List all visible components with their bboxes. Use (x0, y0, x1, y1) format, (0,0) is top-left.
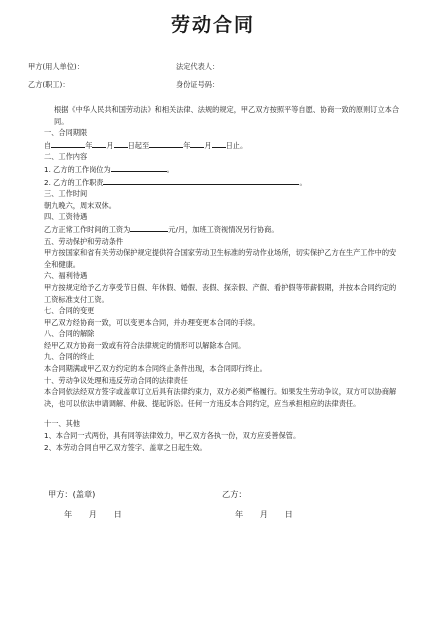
job-duty-line (44, 176, 400, 189)
section-10-heading: 十、劳动争议处理和违反劳动合同的法律责任 (44, 375, 188, 385)
job-position-blank (111, 163, 167, 172)
section-5-heading: 五、劳动保护和劳动条件 (44, 236, 124, 246)
term-text: 日止。 (225, 140, 248, 150)
term-text: 年 (183, 140, 191, 150)
job-position-line (44, 163, 400, 176)
period: 。 (166, 164, 174, 174)
section-8-heading: 八、合同的解除 (44, 329, 95, 339)
start-year-blank (51, 139, 85, 148)
id-number-label: 身份证号码： (176, 80, 220, 89)
party-b-date: 年 月 日 (235, 509, 293, 519)
section-7-heading: 七、合同的变更 (44, 306, 95, 316)
start-month-blank (92, 139, 106, 148)
work-hours-text: 朝九晚六，周末双休。 (44, 200, 116, 210)
job-position-label: 1. 乙方的工作岗位为 (44, 164, 111, 174)
document-title: 劳动合同 (170, 14, 255, 36)
term-text: 日起至 (127, 140, 150, 150)
legal-rep-label: 法定代表人： (176, 62, 220, 71)
expiry-text: 本合同期满或甲乙双方约定的本合同终止条件出现，本合同即行终止。 (44, 364, 267, 374)
section-4-heading: 四、工资待遇 (44, 212, 88, 222)
term-text: 月 (106, 140, 114, 150)
section-3-heading: 三、工作时间 (44, 189, 88, 199)
contract-body (44, 104, 400, 453)
welfare-text: 甲方按规定给予乙方享受节日假、年休假、婚假、丧假、探亲假、产假、看护假等带薪假期，并按本合同约定的工资标准支付工资。 (44, 282, 397, 304)
intro-paragraph: 根据《中华人民共和国劳动法》和相关法律、法规的规定，甲乙双方按照平等自愿、协商一致的原则订立本合同。 (54, 105, 400, 126)
salary-label: 乙方正常工作时间的工资为 (44, 224, 131, 234)
section-1-heading: 一、合同期限 (44, 128, 88, 138)
party-a-date: 年 月 日 (64, 509, 122, 519)
salary-blank (130, 223, 168, 232)
party-a-label: 甲方(用人单位)： (28, 62, 84, 71)
contract-term-line (44, 139, 400, 152)
other-item-1: 1、本合同一式两份，具有同等法律效力，甲乙双方各执一份，双方应妥善保管。 (44, 431, 301, 441)
period: 。 (299, 177, 307, 187)
job-duty-blank (103, 176, 299, 185)
labor-protection-text: 甲方按国家和省有关劳动保护规定提供符合国家劳动卫生标准的劳动作业场所，切实保护乙方在生产工作中的安全和健康。 (44, 248, 397, 269)
section-11-heading: 十一、其他 (44, 419, 80, 429)
party-b-signature-label: 乙方： (222, 489, 247, 499)
end-day-blank (212, 139, 226, 148)
party-b-label: 乙方(职工)： (28, 80, 70, 89)
termination-text: 经甲乙双方协商一致或有符合法律规定的情形可以解除本合同。 (44, 340, 246, 350)
section-9-heading: 九、合同的终止 (44, 352, 95, 362)
dispute-text: 本合同依法经双方签字或盖章订立后具有法律约束力，双方必须严格履行。如果发生劳动争议，双方可以协商解决，也可以依法申请调解、仲裁、提起诉讼。任何一方违反本合同约定，应当承担相应的法律责任。 (44, 387, 397, 408)
section-2-heading: 二、工作内容 (44, 152, 88, 162)
end-year-blank (149, 139, 183, 148)
job-duty-label: 2. 乙方的工作职责 (44, 177, 104, 187)
term-text: 自 (44, 140, 52, 150)
other-item-2: 2、本劳动合同自甲乙双方签字、盖章之日起生效。 (44, 442, 207, 452)
start-day-blank (114, 139, 128, 148)
end-month-blank (190, 139, 204, 148)
section-6-heading: 六、福利待遇 (44, 271, 88, 281)
salary-line (44, 223, 400, 236)
change-text: 甲乙双方经协商一致，可以变更本合同，并办理变更本合同的手续。 (44, 317, 260, 327)
term-text: 年 (85, 140, 93, 150)
party-a-signature-label: 甲方：(盖章) (48, 489, 96, 499)
term-text: 月 (204, 140, 212, 150)
salary-suffix: 元/月，加班工资视情况另行协商。 (168, 224, 279, 234)
